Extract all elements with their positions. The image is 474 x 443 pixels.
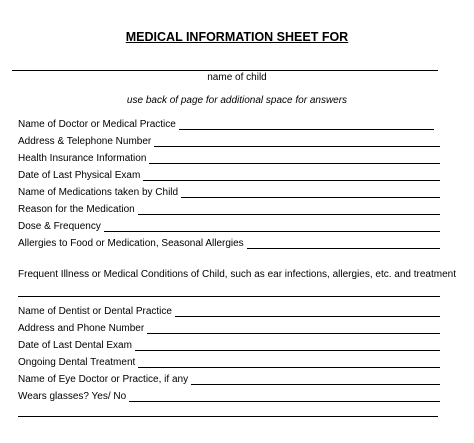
field-label: Allergies to Food or Medication, Seasonal Allergies [18,238,244,249]
field-last-dental-exam [18,337,440,351]
answer-line[interactable] [135,340,440,351]
field-medications [18,184,440,198]
answer-line[interactable] [129,391,440,402]
answer-line[interactable] [179,119,434,130]
answer-line[interactable] [181,187,440,198]
answer-line[interactable] [154,136,440,147]
answer-line[interactable] [147,323,440,334]
field-eye-doctor [18,371,440,385]
field-label: Name of Doctor or Medical Practice [18,119,176,130]
field-label: Address and Phone Number [18,323,145,334]
answer-line[interactable] [138,204,440,215]
field-address-phone [18,133,440,147]
field-dental-address-phone [18,320,440,334]
field-label: Health Insurance Information [18,153,147,164]
conditions-answer-line[interactable] [18,296,440,297]
field-label: Address & Telephone Number [18,136,152,147]
field-allergies [18,235,440,249]
child-name-line[interactable] [12,70,438,71]
answer-line[interactable] [175,306,440,317]
field-glasses [18,388,440,402]
conditions-prompt: Frequent Illness or Medical Conditions of Child, such as ear infections, allergies, etc. and treatment [18,269,456,280]
field-insurance [18,150,440,164]
field-dentist [18,303,440,317]
answer-line[interactable] [247,238,440,249]
answer-line[interactable] [149,153,440,164]
field-label: Name of Dentist or Dental Practice [18,306,172,317]
field-label: Date of Last Physical Exam [18,170,141,181]
answer-line[interactable] [143,170,440,181]
field-dental-treatment [18,354,440,368]
field-medication-reason [18,201,440,215]
child-name-caption: name of child [207,72,267,83]
field-label: Date of Last Dental Exam [18,340,132,351]
field-label: Ongoing Dental Treatment [18,357,136,368]
field-label: Name of Eye Doctor or Practice, if any [18,374,189,385]
bottom-answer-line[interactable] [18,416,438,417]
field-label: Reason for the Medication [18,204,135,215]
field-dose-frequency [18,218,440,232]
instruction-text: use back of page for additional space for answers [126,95,348,106]
field-label: Name of Medications taken by Child [18,187,179,198]
answer-line[interactable] [191,374,440,385]
form-title [0,30,474,44]
field-last-physical [18,167,440,181]
answer-line[interactable] [104,221,440,232]
field-label: Dose & Frequency [18,221,101,232]
field-label: Wears glasses? Yes/ No [18,391,127,402]
field-doctor [18,116,434,130]
answer-line[interactable] [138,357,440,368]
form-title-text: MEDICAL INFORMATION SHEET FOR [125,30,349,44]
